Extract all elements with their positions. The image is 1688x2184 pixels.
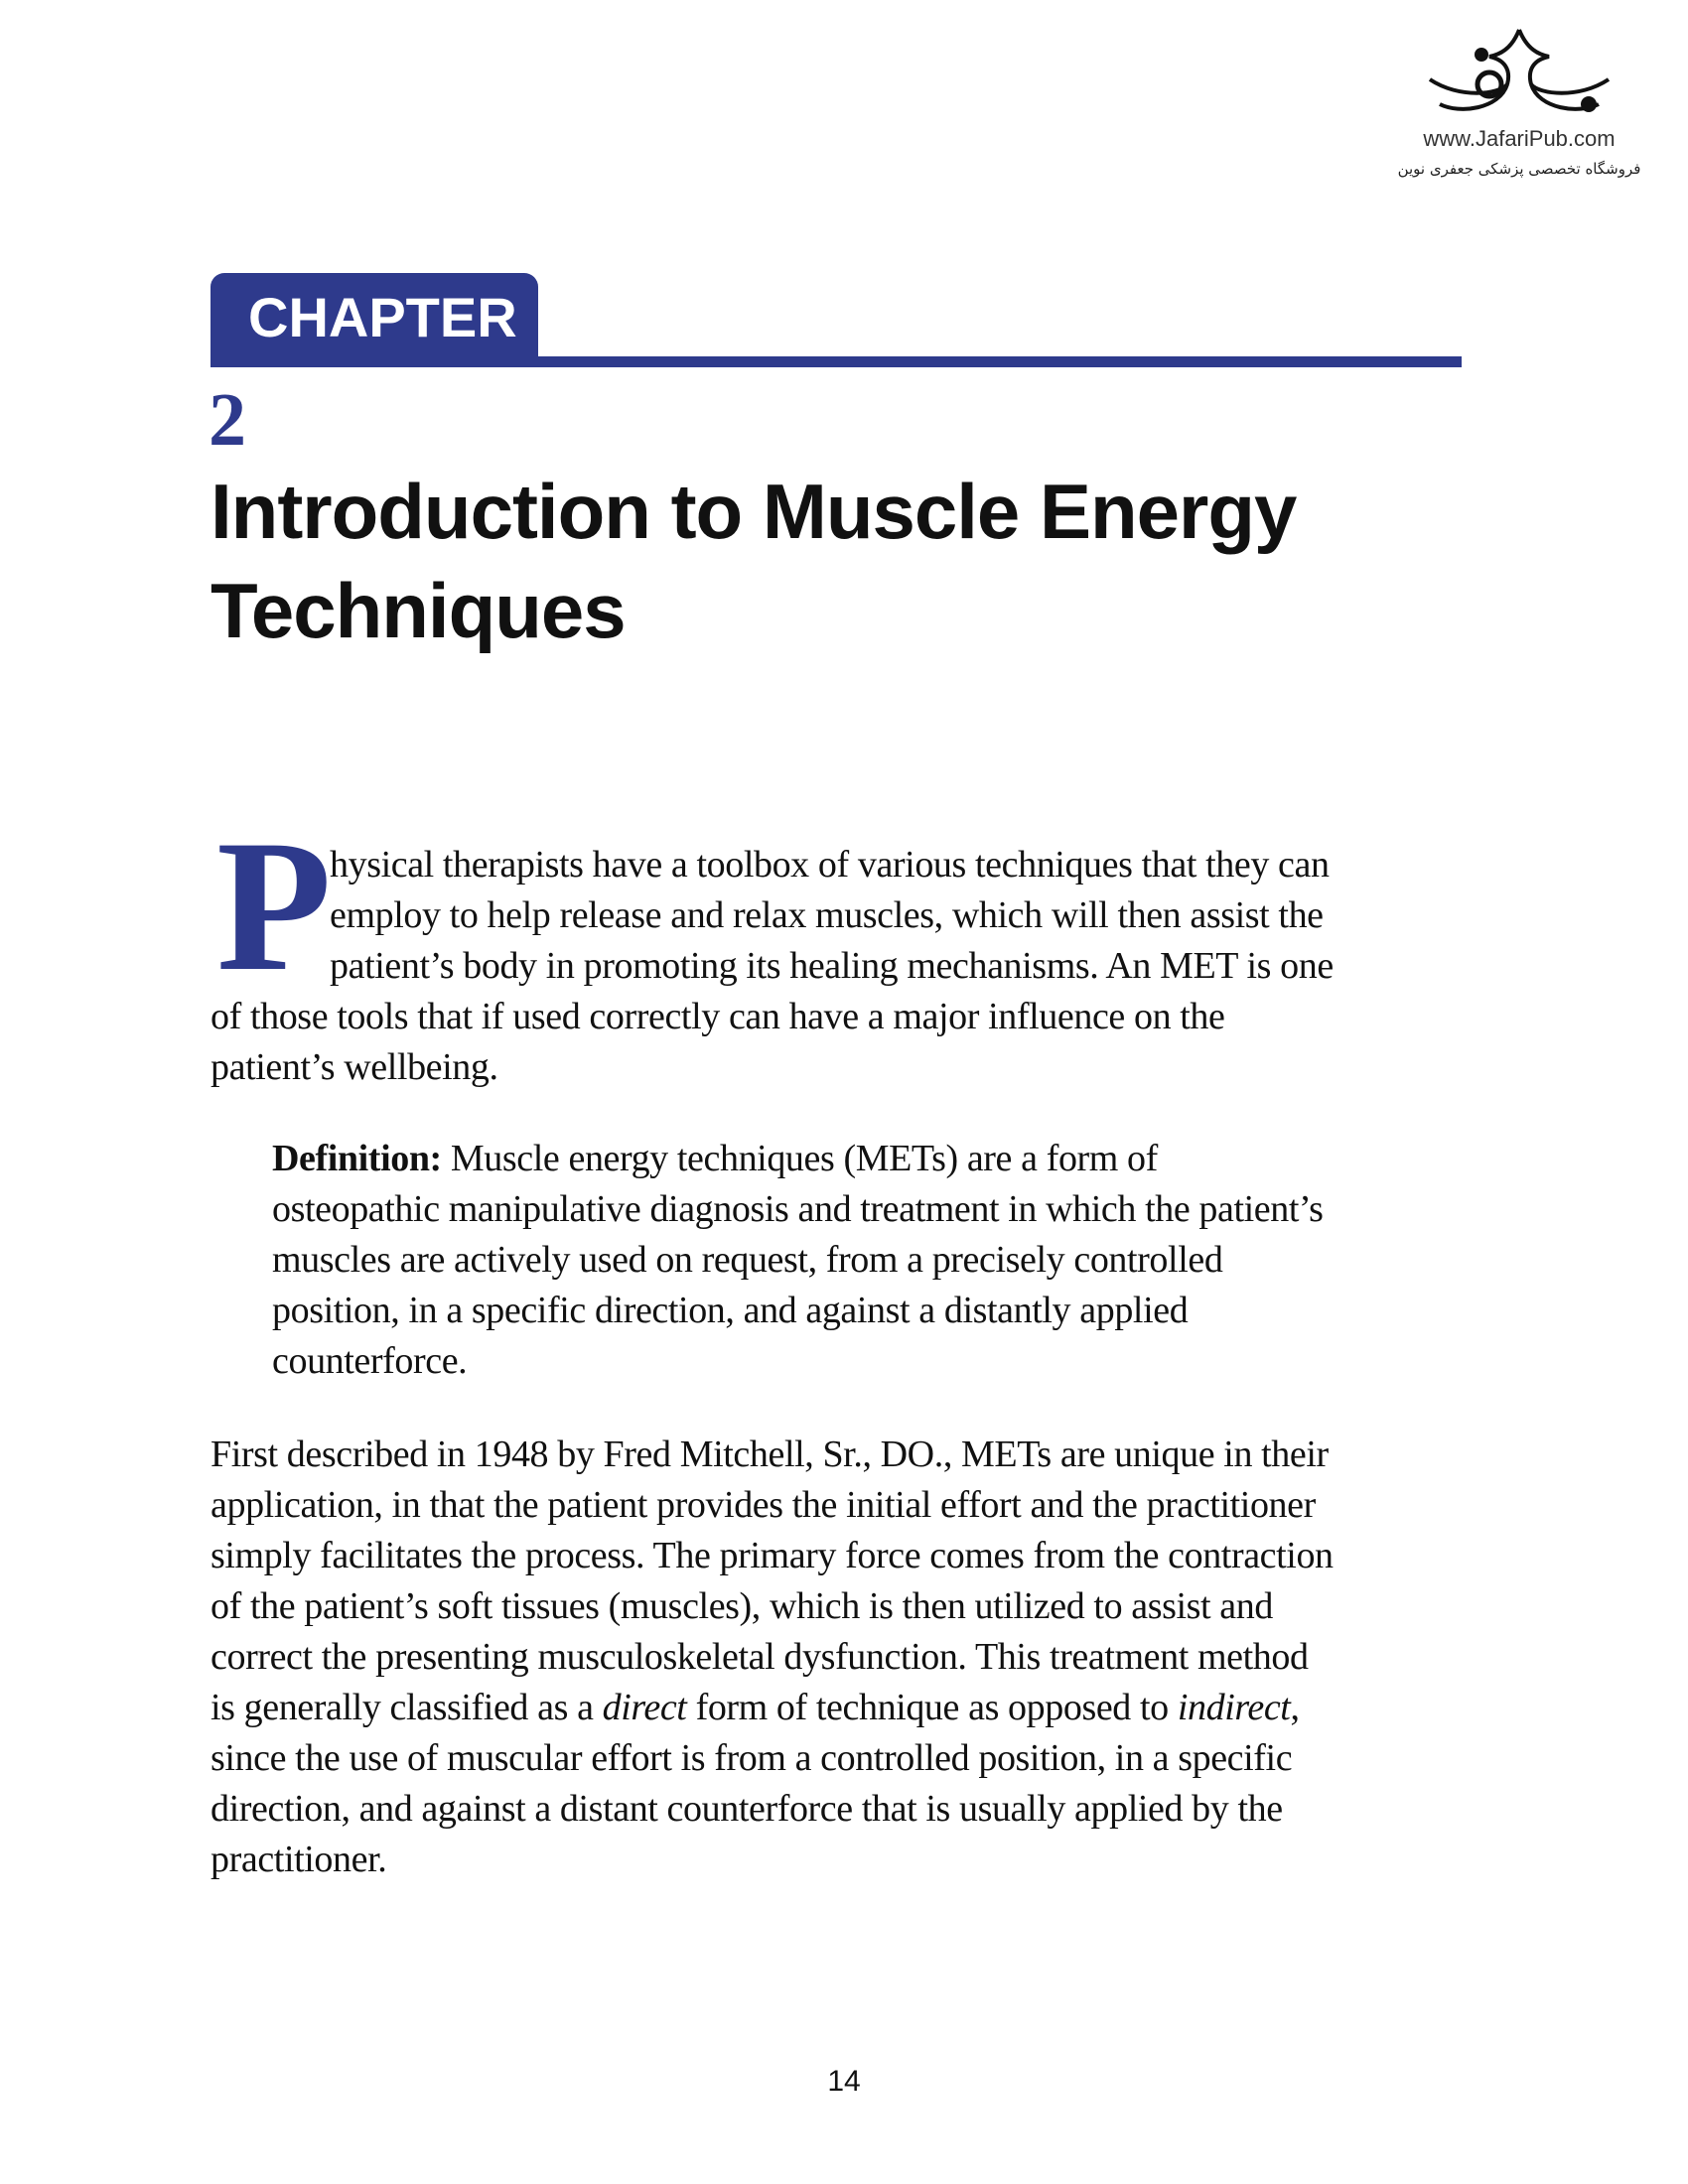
chapter-label: CHAPTER [248, 286, 517, 348]
body-line [211, 1683, 1300, 1733]
emphasis-direct: direct [602, 1687, 687, 1728]
emphasis-indirect: indirect [1177, 1687, 1291, 1728]
definition-line: muscles are actively used on request, from a precisely controlled [272, 1239, 1223, 1281]
text: , [1290, 1687, 1300, 1728]
text: is generally classified as a [211, 1687, 603, 1728]
body-line: of the patient’s soft tissues (muscles), which is then utilized to assist and [211, 1585, 1273, 1627]
body-line: application, in that the patient provides the initial effort and the practitioner [211, 1484, 1316, 1526]
definition-line [272, 1134, 1158, 1184]
logo-calligraphy-icon [1420, 25, 1618, 124]
definition-text: Muscle energy techniques (METs) are a form of [441, 1138, 1158, 1179]
body-line: direction, and against a distant counterforce that is usually applied by the [211, 1788, 1283, 1830]
definition-line: counterforce. [272, 1340, 468, 1382]
logo-tagline: فروشگاه تخصصی پزشکی جعفری نوین [1397, 160, 1641, 178]
publisher-logo [1375, 25, 1663, 194]
chapter-number: 2 [209, 378, 246, 462]
text: form of technique as opposed to [686, 1687, 1178, 1728]
body-line: simply facilitates the process. The primary force comes from the contraction [211, 1535, 1334, 1576]
definition-term: Definition: [272, 1138, 442, 1179]
chapter-title-line-1: Introduction to Muscle Energy [211, 468, 1297, 555]
body-line: First described in 1948 by Fred Mitchell, Sr., DO., METs are unique in their [211, 1433, 1329, 1475]
page-number: 14 [827, 2065, 861, 2098]
body-line: since the use of muscular effort is from a controlled position, in a specific [211, 1737, 1293, 1779]
intro-line: hysical therapists have a toolbox of various techniques that they can [330, 844, 1330, 886]
drop-cap: P [216, 802, 333, 1011]
chapter-title-line-2: Techniques [211, 567, 626, 654]
chapter-rule [538, 356, 1462, 367]
definition-line: position, in a specific direction, and against a distantly applied [272, 1290, 1189, 1331]
intro-line: patient’s body in promoting its healing mechanisms. An MET is one [330, 945, 1334, 987]
chapter-tab [211, 273, 538, 367]
intro-line: employ to help release and relax muscles, which will then assist the [330, 894, 1324, 936]
intro-line: of those tools that if used correctly can have a major influence on the [211, 996, 1225, 1037]
body-line: practitioner. [211, 1839, 387, 1880]
definition-line: osteopathic manipulative diagnosis and treatment in which the patient’s [272, 1188, 1324, 1230]
intro-line: patient’s wellbeing. [211, 1046, 498, 1088]
body-line: correct the presenting musculoskeletal dysfunction. This treatment method [211, 1636, 1309, 1678]
logo-url: www.JafariPub.com [1423, 126, 1616, 151]
